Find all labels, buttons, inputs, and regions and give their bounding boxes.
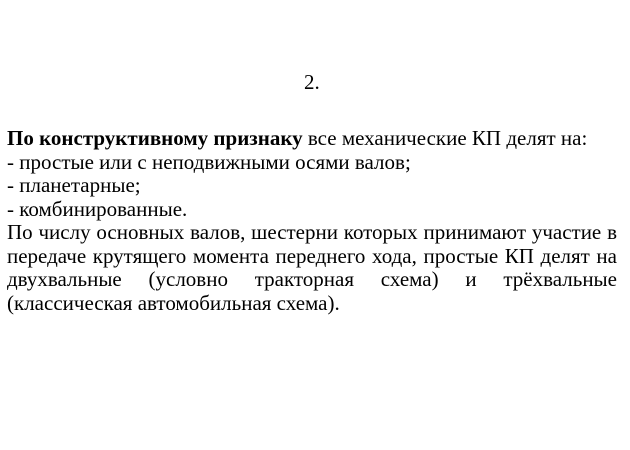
slide-body xyxy=(7,127,617,315)
list-item: - комбинированные. xyxy=(7,196,188,221)
list-item: - планетарные; xyxy=(7,173,141,197)
intro-bold-term: По конструктивному признаку xyxy=(7,126,303,150)
intro-paragraph xyxy=(7,127,617,151)
slide-number: 2. xyxy=(304,70,320,94)
intro-text: все механические КП делят на: xyxy=(302,126,588,150)
closing-paragraph: По числу основных валов, шестерни которых принимают участие в передаче крутящего момента переднего хода, простые КП делят на двухвальные (условно тракторная схема) и трёхвальные (классическая автомобильная схема). xyxy=(7,220,617,315)
list-item: - простые или с неподвижными осями валов; xyxy=(7,149,411,174)
